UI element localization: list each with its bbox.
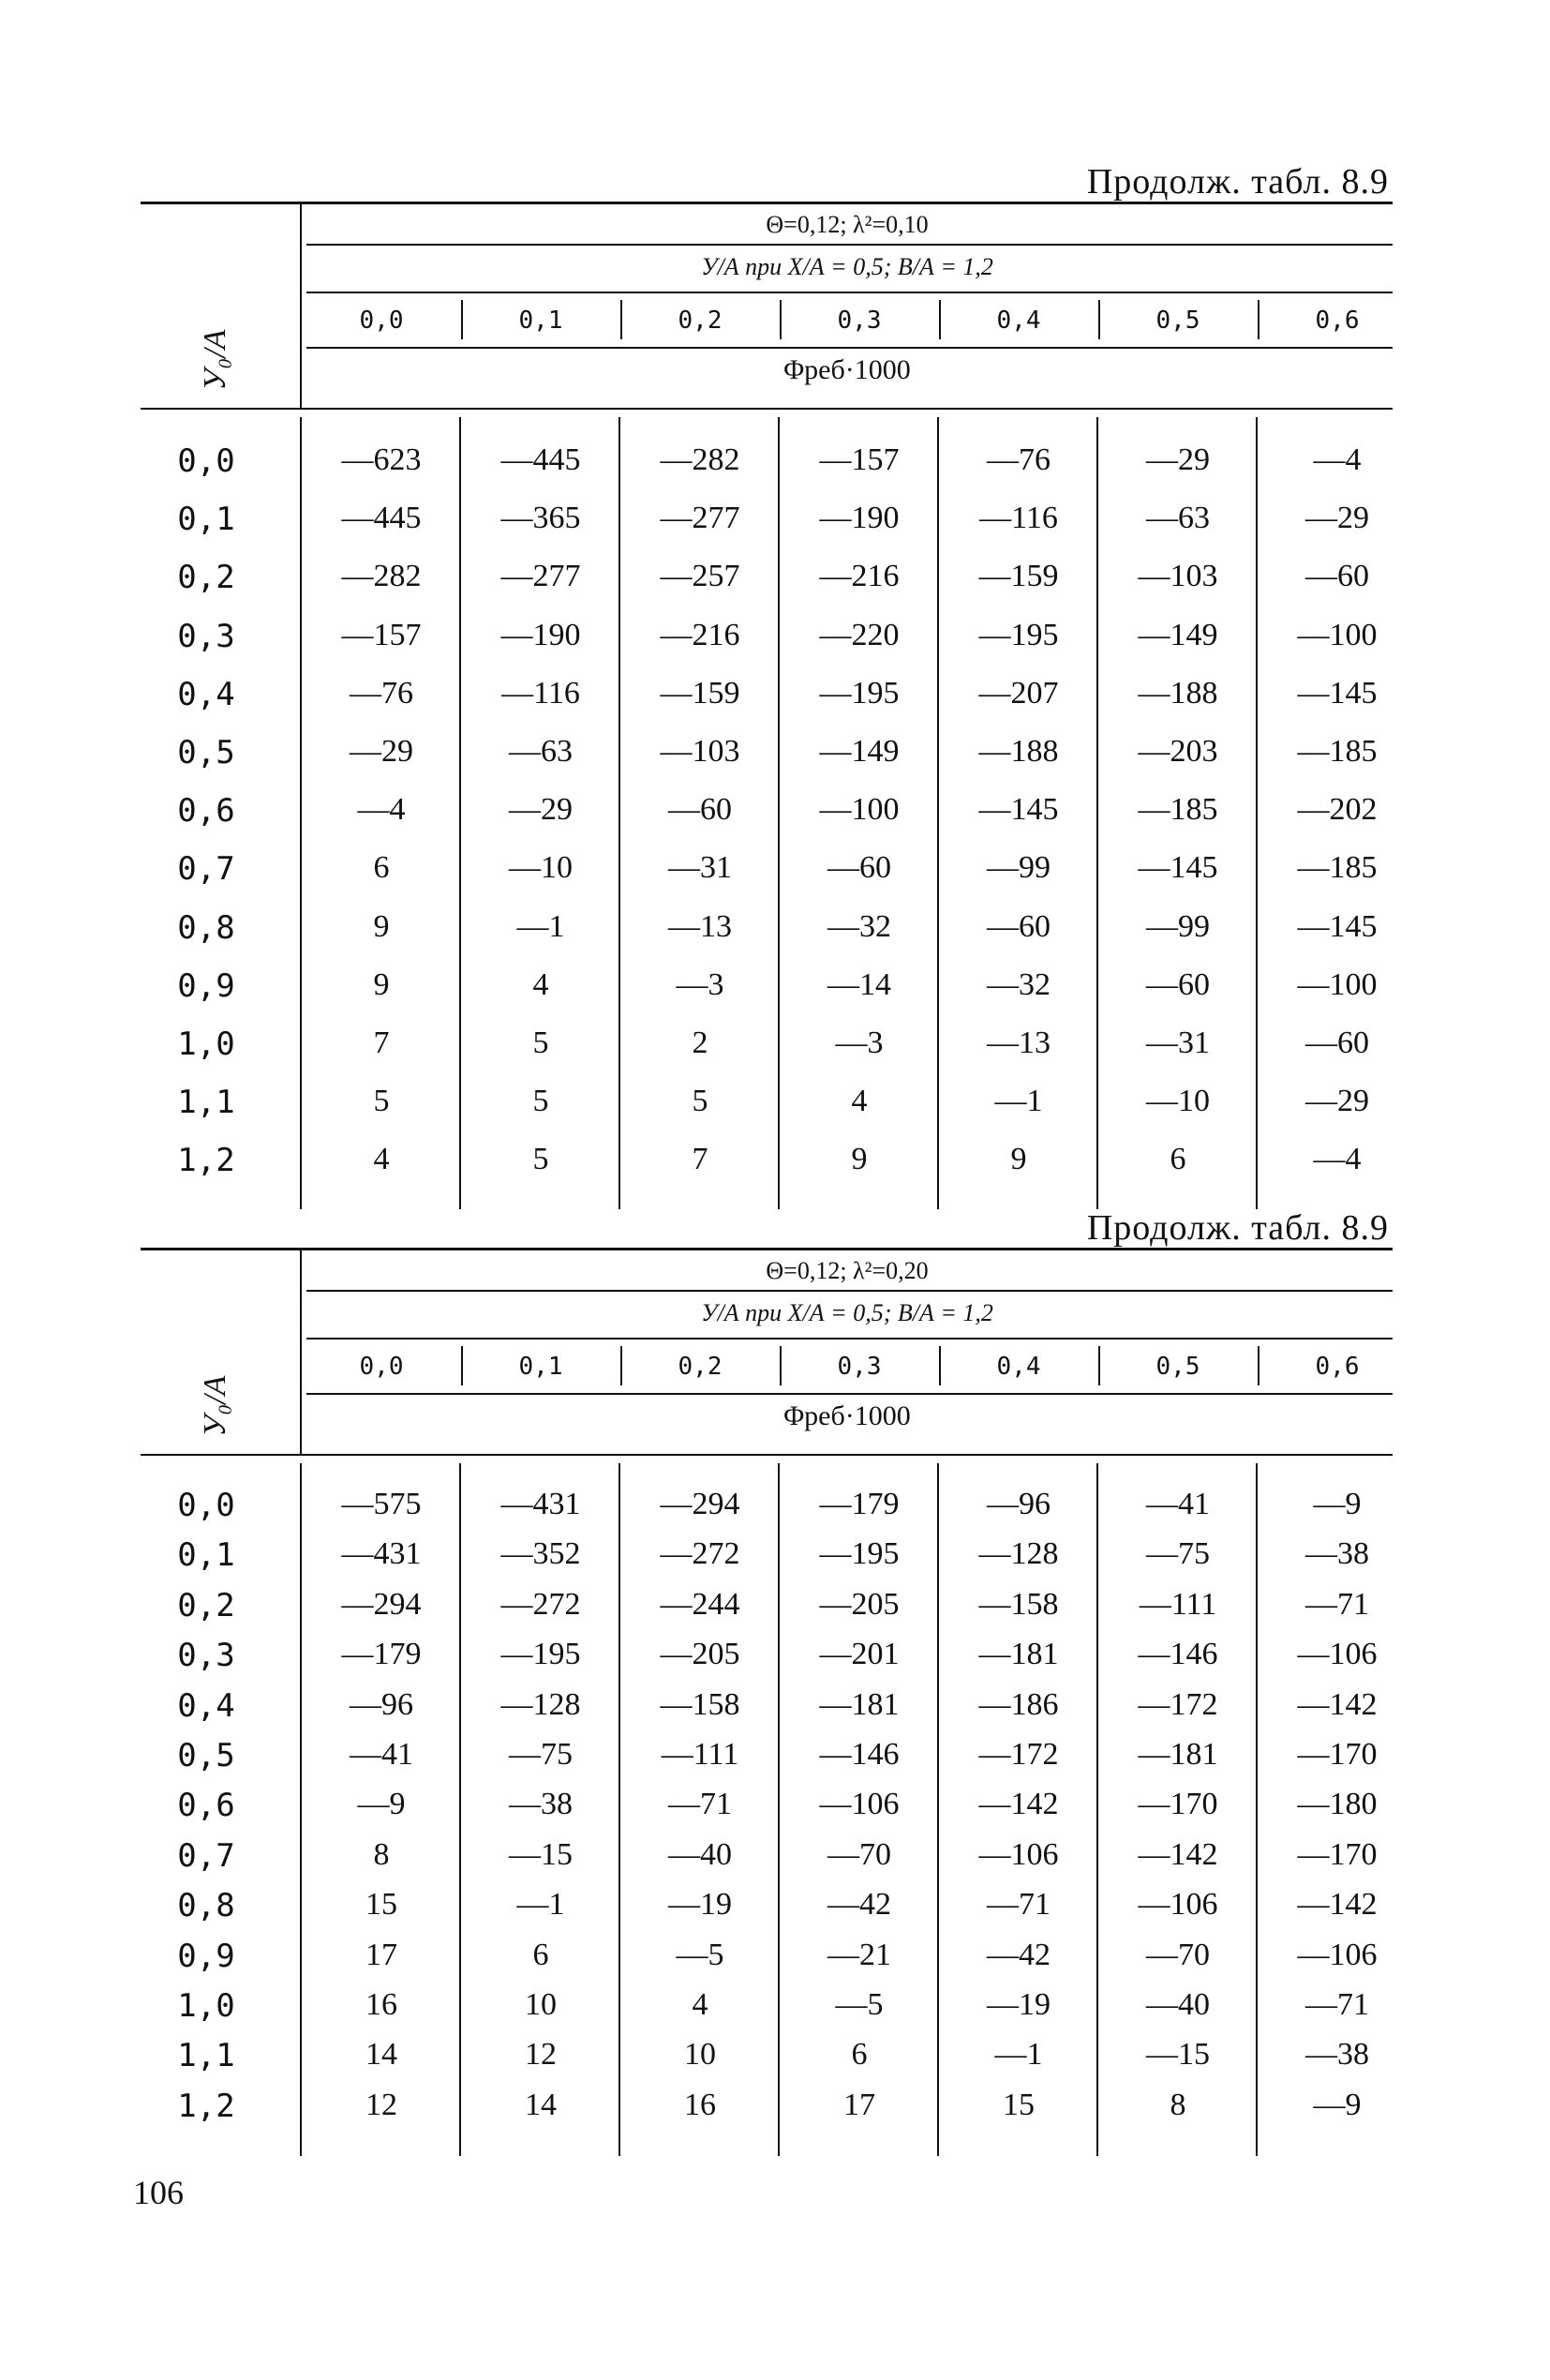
- table-row: [141, 618, 1393, 659]
- table-cell: —14: [827, 966, 891, 1002]
- table-cell: —282: [660, 442, 740, 477]
- table-row: [141, 1487, 1393, 1528]
- table-cell: —257: [660, 559, 740, 594]
- table-cell: —190: [819, 501, 900, 536]
- table-cell: —244: [660, 1586, 740, 1622]
- row-label: 0,4: [177, 1686, 235, 1725]
- table-cell: —179: [819, 1487, 900, 1521]
- table-row: [141, 501, 1393, 542]
- table-cell: —75: [1146, 1536, 1210, 1572]
- table-cell: —181: [1138, 1737, 1218, 1772]
- table-row: [141, 559, 1393, 600]
- table-cell: —41: [350, 1737, 413, 1772]
- table-cell: —181: [819, 1686, 900, 1722]
- table-row: [141, 850, 1393, 891]
- table-cell: 15: [365, 1887, 397, 1923]
- table-cell: —10: [1146, 1084, 1210, 1119]
- column-header: 0,4: [996, 1353, 1041, 1381]
- table-row: [141, 1536, 1393, 1578]
- table-cell: 14: [525, 2087, 557, 2122]
- table-row: [141, 1687, 1393, 1729]
- column-header-divider: [939, 1346, 941, 1385]
- table-cell: —60: [1146, 966, 1210, 1002]
- column-header-divider: [780, 300, 782, 339]
- column-header-divider: [1258, 300, 1259, 339]
- table-cell: —100: [1297, 617, 1378, 652]
- table-cell: 7: [692, 1142, 708, 1177]
- table-cell: —19: [987, 1987, 1051, 2022]
- table-cell: 10: [684, 2037, 716, 2073]
- table-cell: 9: [373, 908, 390, 944]
- table-row: [141, 1025, 1393, 1067]
- table-row: [141, 2088, 1393, 2129]
- table-cell: —75: [509, 1737, 573, 1772]
- row-label: 1,1: [177, 1084, 235, 1122]
- table-cell: —142: [978, 1787, 1059, 1822]
- table-cell: —445: [500, 442, 581, 477]
- table-cell: 16: [365, 1987, 397, 2022]
- table-cell: —60: [668, 792, 732, 828]
- row-label: 0,5: [177, 1737, 235, 1774]
- table-cell: —71: [987, 1887, 1051, 1923]
- table-cell: —146: [819, 1737, 900, 1772]
- table-row: [141, 676, 1393, 717]
- table-cell: 4: [692, 1987, 708, 2022]
- table-row: [141, 967, 1393, 1009]
- table-cell: —159: [978, 559, 1059, 594]
- table-cell: 7: [373, 1025, 390, 1060]
- table-cell: —158: [660, 1686, 740, 1722]
- table-cell: —1: [994, 1084, 1043, 1119]
- table-cell: 12: [365, 2087, 397, 2122]
- table-cell: —31: [668, 850, 732, 886]
- column-header: 0,2: [678, 1353, 723, 1381]
- table-cell: —99: [1146, 908, 1210, 944]
- param-line: Θ=0,12; λ²=0,20: [766, 1257, 929, 1284]
- row-label: 1,2: [177, 2087, 235, 2125]
- table-row: [141, 442, 1393, 484]
- table-cell: —63: [1146, 501, 1210, 536]
- table-cell: —294: [660, 1487, 740, 1521]
- column-header: 0,5: [1155, 307, 1200, 335]
- column-header: 0,1: [518, 307, 563, 335]
- table-cell: —145: [1297, 675, 1378, 711]
- table-cell: —76: [350, 675, 413, 711]
- subheader: У/А при Х/А = 0,5; В/А = 1,2: [701, 1299, 993, 1326]
- table-cell: —202: [1297, 792, 1378, 828]
- column-header: 0,4: [996, 307, 1041, 335]
- value-label: Φреб·1000: [783, 354, 911, 385]
- subheader-rule: [306, 292, 1393, 293]
- table-cell: —277: [500, 559, 581, 594]
- table-cell: —29: [350, 734, 413, 769]
- table-cell: —207: [978, 675, 1059, 711]
- table-cell: 15: [1003, 2087, 1035, 2122]
- table-cell: —19: [668, 1887, 732, 1923]
- table-cell: —29: [509, 792, 573, 828]
- param-line: Θ=0,12; λ²=0,10: [766, 211, 929, 238]
- table-cell: —71: [668, 1787, 732, 1822]
- table-cell: —195: [978, 617, 1059, 652]
- table-cell: —9: [1313, 1487, 1362, 1521]
- row-label: 0,7: [177, 850, 235, 889]
- table-cell: —170: [1138, 1787, 1218, 1822]
- column-header: 0,1: [518, 1353, 563, 1381]
- row-label: 0,9: [177, 966, 235, 1005]
- table-cell: —29: [1305, 501, 1369, 536]
- table-row: [141, 1084, 1393, 1125]
- table-cell: —145: [1138, 850, 1218, 886]
- table-cell: —142: [1138, 1836, 1218, 1872]
- column-header-divider: [780, 1346, 782, 1385]
- column-header-rule: [306, 1393, 1393, 1395]
- table-row: [141, 909, 1393, 951]
- table-cell: —352: [500, 1536, 581, 1572]
- column-header-rule: [306, 347, 1393, 349]
- table-cell: —60: [1305, 559, 1369, 594]
- table-cell: —623: [341, 442, 422, 477]
- row-label: 0,1: [177, 1536, 235, 1575]
- table-cell: —445: [341, 501, 422, 536]
- table-cell: —106: [1138, 1887, 1218, 1923]
- table-cell: 8: [373, 1836, 390, 1872]
- table-cell: 6: [373, 850, 390, 886]
- table-cell: —282: [341, 559, 422, 594]
- table-cell: —5: [676, 1937, 724, 1972]
- row-label: 0,5: [177, 734, 235, 771]
- row-label: 1,2: [177, 1142, 235, 1180]
- table-cell: —216: [660, 617, 740, 652]
- table-row: [141, 1938, 1393, 1979]
- table-cell: —38: [1305, 1536, 1369, 1572]
- table-cell: —9: [357, 1787, 406, 1822]
- table-row: [141, 1837, 1393, 1879]
- table-cell: —186: [978, 1686, 1059, 1722]
- table-cell: 9: [851, 1142, 868, 1177]
- table-cell: —15: [509, 1836, 573, 1872]
- table-cell: —96: [987, 1487, 1051, 1521]
- param-rule: [306, 1290, 1393, 1292]
- table-row: [141, 1737, 1393, 1778]
- table-cell: —13: [668, 908, 732, 944]
- row-label: 0,7: [177, 1836, 235, 1875]
- table-cell: —96: [350, 1686, 413, 1722]
- table-cell: —170: [1297, 1737, 1378, 1772]
- row-label: 1,0: [177, 1025, 235, 1063]
- row-label: 0,8: [177, 908, 235, 947]
- table-row: [141, 1142, 1393, 1183]
- table-cell: —220: [819, 617, 900, 652]
- table-cell: —216: [819, 559, 900, 594]
- row-label: 0,0: [177, 442, 235, 480]
- table-cell: 4: [851, 1084, 868, 1119]
- table-cell: 16: [684, 2087, 716, 2122]
- table-cell: —99: [987, 850, 1051, 886]
- table-cell: 6: [1170, 1142, 1186, 1177]
- table-cell: —142: [1297, 1686, 1378, 1722]
- table-cell: 12: [525, 2037, 557, 2073]
- table-cell: —13: [987, 1025, 1051, 1060]
- row-label: 0,0: [177, 1487, 235, 1524]
- table-cell: —70: [827, 1836, 891, 1872]
- table-cell: —60: [987, 908, 1051, 944]
- table-cell: —31: [1146, 1025, 1210, 1060]
- table-row: [141, 2037, 1393, 2078]
- row-label: 0,6: [177, 1787, 235, 1825]
- row-label: 0,4: [177, 675, 235, 713]
- table-cell: —116: [979, 501, 1058, 536]
- table-cell: —38: [1305, 2037, 1369, 2073]
- table-cell: —29: [1146, 442, 1210, 477]
- column-header: 0,6: [1315, 307, 1360, 335]
- table-cell: 4: [532, 966, 549, 1002]
- table-cell: —1: [994, 2037, 1043, 2073]
- column-header: 0,0: [359, 307, 404, 335]
- row-label: 0,9: [177, 1937, 235, 1975]
- table-cell: —76: [987, 442, 1051, 477]
- table-cell: —149: [819, 734, 900, 769]
- table-cell: —158: [978, 1586, 1059, 1622]
- column-header: 0,6: [1315, 1353, 1360, 1381]
- table-row: [141, 734, 1393, 775]
- table-cell: —272: [660, 1536, 740, 1572]
- table-cell: —106: [1297, 1637, 1378, 1672]
- table-cell: —195: [819, 1536, 900, 1572]
- column-header-divider: [620, 1346, 622, 1385]
- table-cell: 9: [373, 966, 390, 1002]
- table-cell: —40: [1146, 1987, 1210, 2022]
- table-cell: —106: [819, 1787, 900, 1822]
- table-row: [141, 1587, 1393, 1628]
- table-cell: —4: [1313, 1142, 1362, 1177]
- table-cell: —180: [1297, 1787, 1378, 1822]
- table-cell: —71: [1305, 1987, 1369, 2022]
- table-cell: —185: [1138, 792, 1218, 828]
- table-cell: —29: [1305, 1084, 1369, 1119]
- column-header: 0,0: [359, 1353, 404, 1381]
- table-cell: —70: [1146, 1937, 1210, 1972]
- table-cell: —172: [978, 1737, 1059, 1772]
- table-caption: Продолж. табл. 8.9: [1086, 1208, 1389, 1248]
- table-cell: —277: [660, 501, 740, 536]
- header-bottom-rule: [141, 1454, 1393, 1456]
- table-cell: —365: [500, 501, 581, 536]
- table-cell: —172: [1138, 1686, 1218, 1722]
- table-cell: —9: [1313, 2087, 1362, 2122]
- table-cell: —181: [978, 1637, 1059, 1672]
- table-cell: —185: [1297, 734, 1378, 769]
- value-label: Φреб·1000: [783, 1400, 911, 1431]
- table-cell: —205: [819, 1586, 900, 1622]
- table-cell: 17: [365, 1937, 397, 1972]
- table-cell: —157: [341, 617, 422, 652]
- table-cell: —32: [827, 908, 891, 944]
- column-header-divider: [1098, 300, 1100, 339]
- column-header-divider: [620, 300, 622, 339]
- column-header-divider: [939, 300, 941, 339]
- table-cell: —431: [500, 1487, 581, 1521]
- table-cell: —188: [978, 734, 1059, 769]
- table-cell: —60: [827, 850, 891, 886]
- column-header: 0,3: [837, 307, 882, 335]
- table-cell: —142: [1297, 1887, 1378, 1923]
- table-cell: —149: [1138, 617, 1218, 652]
- table-row: [141, 1987, 1393, 2028]
- table-cell: —1: [516, 908, 565, 944]
- table-cell: —60: [1305, 1025, 1369, 1060]
- table-cell: 5: [373, 1084, 390, 1119]
- table-cell: —5: [835, 1987, 884, 2022]
- top-rule: [141, 202, 1393, 204]
- table-cell: 5: [532, 1084, 549, 1119]
- table-cell: —179: [341, 1637, 422, 1672]
- table-cell: 6: [851, 2037, 868, 2073]
- table-cell: 5: [532, 1142, 549, 1177]
- table-cell: —195: [819, 675, 900, 711]
- table-cell: —71: [1305, 1586, 1369, 1622]
- table-cell: —42: [987, 1937, 1051, 1972]
- table-cell: —185: [1297, 850, 1378, 886]
- table-cell: —3: [835, 1025, 884, 1060]
- table-cell: 10: [525, 1987, 557, 2022]
- column-header: 0,3: [837, 1353, 882, 1381]
- header-bottom-rule: [141, 408, 1393, 410]
- table-cell: —203: [1138, 734, 1218, 769]
- table-cell: 8: [1170, 2087, 1186, 2122]
- table-cell: —106: [978, 1836, 1059, 1872]
- table-cell: —1: [516, 1887, 565, 1923]
- table-cell: —145: [978, 792, 1059, 828]
- table-cell: —146: [1138, 1637, 1218, 1672]
- table-cell: 5: [532, 1025, 549, 1060]
- table-cell: —272: [500, 1586, 581, 1622]
- table-cell: —103: [660, 734, 740, 769]
- row-label: 1,0: [177, 1987, 235, 2025]
- table-cell: —3: [676, 966, 724, 1002]
- table-caption: Продолж. табл. 8.9: [1086, 162, 1389, 202]
- table-cell: —100: [1297, 966, 1378, 1002]
- table-cell: —431: [341, 1536, 422, 1572]
- table-cell: —159: [660, 675, 740, 711]
- row-label: 1,1: [177, 2037, 235, 2075]
- table-cell: —38: [509, 1787, 573, 1822]
- table-cell: —106: [1297, 1937, 1378, 1972]
- table-cell: —4: [1313, 442, 1362, 477]
- table-cell: —111: [661, 1737, 739, 1772]
- column-header: 0,5: [1155, 1353, 1200, 1381]
- page-number: 106: [133, 2174, 184, 2211]
- table-cell: 17: [843, 2087, 875, 2122]
- table-row: [141, 1637, 1393, 1678]
- top-rule: [141, 1248, 1393, 1250]
- row-label: 0,2: [177, 559, 235, 597]
- table-cell: 4: [373, 1142, 390, 1177]
- table-cell: —63: [509, 734, 573, 769]
- table-cell: —128: [500, 1686, 581, 1722]
- table-cell: —190: [500, 617, 581, 652]
- row-label: 0,2: [177, 1586, 235, 1624]
- table-cell: 5: [692, 1084, 708, 1119]
- data-table: [141, 202, 1393, 1209]
- table-cell: —170: [1297, 1836, 1378, 1872]
- column-header-divider: [461, 1346, 463, 1385]
- table-cell: —157: [819, 442, 900, 477]
- table-cell: —294: [341, 1586, 422, 1622]
- column-header-divider: [1098, 1346, 1100, 1385]
- table-cell: —201: [819, 1637, 900, 1672]
- table-row: [141, 792, 1393, 833]
- table-cell: —41: [1146, 1487, 1210, 1521]
- table-cell: —42: [827, 1887, 891, 1923]
- table-cell: 2: [692, 1025, 708, 1060]
- table-cell: —195: [500, 1637, 581, 1672]
- table-cell: —15: [1146, 2037, 1210, 2073]
- table-row: [141, 1887, 1393, 1928]
- param-rule: [306, 244, 1393, 246]
- table-cell: —575: [341, 1487, 422, 1521]
- table-cell: —103: [1138, 559, 1218, 594]
- subheader-rule: [306, 1338, 1393, 1340]
- table-cell: —116: [501, 675, 580, 711]
- table-cell: —205: [660, 1637, 740, 1672]
- subheader: У/А при Х/А = 0,5; В/А = 1,2: [701, 253, 993, 280]
- row-label: 0,3: [177, 1637, 235, 1675]
- table-cell: —188: [1138, 675, 1218, 711]
- table-cell: —4: [357, 792, 406, 828]
- table-cell: —10: [509, 850, 573, 886]
- stub-label: У₀/А: [198, 329, 232, 391]
- row-label: 0,8: [177, 1887, 235, 1925]
- column-header-divider: [1258, 1346, 1259, 1385]
- table-cell: —145: [1297, 908, 1378, 944]
- table-cell: —128: [978, 1536, 1059, 1572]
- row-label: 0,6: [177, 792, 235, 831]
- row-label: 0,3: [177, 617, 235, 655]
- row-label: 0,1: [177, 501, 235, 539]
- stub-label: У₀/А: [198, 1375, 232, 1437]
- table-cell: —100: [819, 792, 900, 828]
- table-cell: 6: [532, 1937, 549, 1972]
- table-cell: —21: [827, 1937, 891, 1972]
- data-table: [141, 1248, 1393, 2156]
- table-cell: —40: [668, 1836, 732, 1872]
- table-cell: —32: [987, 966, 1051, 1002]
- column-header-divider: [461, 300, 463, 339]
- column-header: 0,2: [678, 307, 723, 335]
- table-cell: —111: [1139, 1586, 1217, 1622]
- table-cell: 14: [365, 2037, 397, 2073]
- table-row: [141, 1787, 1393, 1828]
- table-cell: 9: [1010, 1142, 1027, 1177]
